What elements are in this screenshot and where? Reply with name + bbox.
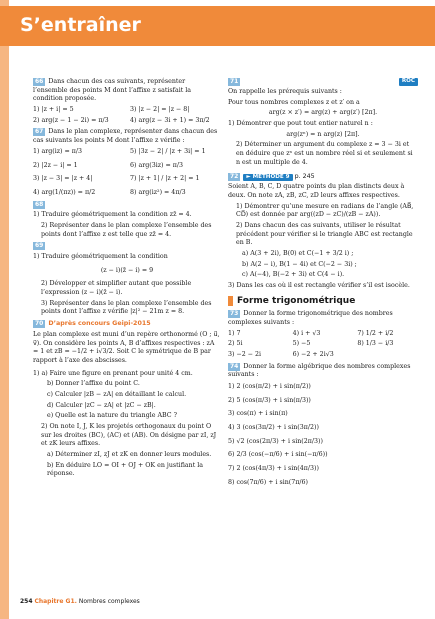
question: e) Quelle est la nature du triangle ABC ? [47, 412, 177, 420]
list-item: 2) arg(z − 1 − 2i) = π/3 [33, 116, 109, 124]
question: 2) On note I, J, K les projetés orthogonaux du point O sur les droites (BC), (AC) et (AB). On désigne par zI, zJ et zK leurs affixes. [41, 423, 217, 448]
exercise-67 [33, 128, 221, 145]
exercise-number: 74 [230, 362, 239, 370]
page-number: 254 [20, 598, 33, 605]
equation: (z − i)(z̄ − i) = 9 [100, 266, 154, 274]
exercise-number: 67 [35, 128, 44, 136]
exercise-intro: Donner la forme algébrique des nombres complexes suivants : [228, 362, 411, 379]
question: 2) Dans chacun des cas suivants, utiliser le résultat précédent pour vérifier si le triangle ABC est rectangle en B. [236, 221, 413, 247]
question: 1) a) Faire une figure en prenant pour unité 4 cm. [33, 369, 193, 377]
method-badge: ► MÉTHODE 9 [243, 174, 292, 182]
exercise-70 [33, 320, 221, 329]
question: 1) Traduire géométriquement la condition [33, 253, 168, 260]
exercise-number: 68 [35, 200, 44, 208]
equation: arg(z × z′) = arg(z) + arg(z′) [2π]. [268, 109, 378, 117]
exercise-73 [228, 310, 418, 327]
question: 1) Démontrer qu’une mesure en radians de l’angle (AB⃗, CD⃗) est donnée par arg((zD − zC)/(zB − zA)). [236, 202, 414, 219]
list-item: 8) 1/3 − i/3 [357, 340, 394, 348]
exercise-68 [33, 201, 221, 210]
list-item: 3) |z − 3| = |z + 4| [33, 175, 93, 183]
banner-title: S’entraîner [20, 14, 141, 36]
left-column [33, 78, 221, 481]
exercise-number: 70 [35, 320, 44, 328]
question: 2) Déterminer un argument du complexe z = 3 − 3i et en déduire que zⁿ est un nombre réel si et seulement si n est un multiple de 4. [236, 141, 413, 166]
exercise-intro: Le plan complexe est muni d’un repère orthonormé (O ; u⃗, v⃗). On considère les points A, B d’affixes respectives : zA = 1 et zB = −1/2 + i√3/2. Soit C le symétrique de B par rapport à l’axe des abscisses. [33, 330, 220, 364]
exercise-title: D’après concours Geipi-2015 [48, 320, 151, 328]
page-footer [20, 598, 140, 606]
exercise-intro: Dans chacun des cas suivants, représenter l’ensemble des points M dont l’affixe z satisfait la condition proposée. [33, 78, 192, 103]
exercise-71 [228, 78, 418, 86]
exercise-intro: Pour tous nombres complexes z et z′ on a [228, 98, 360, 106]
right-column [228, 78, 418, 489]
list-item: 4) 3 (cos(3π/2) + i sin(3π/2)) [228, 424, 319, 432]
list-item: 2) 5 (cos(π/3) + i sin(π/3)) [228, 396, 311, 404]
exercise-67-items [33, 148, 221, 198]
list-item: 3) −2 − 2i [228, 350, 262, 358]
list-item: 4) arg(z − 3i + 1) = 3π/2 [130, 116, 210, 124]
list-item: 1) |z + i| = 5 [33, 106, 74, 114]
exercise-66-items [33, 106, 221, 125]
question: 1) Démontrer que pout tout entier naturel n : [228, 120, 373, 128]
list-item: 3) |z − 2| = |z − 8| [130, 106, 190, 114]
list-item: 2) 5i [228, 340, 243, 348]
question: 2) Développer et simplifier autant que possible l’expression (z − i)(z̄ − i). [41, 280, 192, 297]
question: c) Calculer |zB − zA| en détaillant le calcul. [47, 390, 187, 398]
list-item: 5) −5 [292, 340, 311, 348]
section-banner [0, 6, 435, 46]
list-item: 4) i + √3 [292, 329, 321, 337]
question: 3) Représenter dans le plan complexe l’ensemble des points dont l’affixe z vérifie |z|² − 21m z = 8. [41, 299, 212, 316]
chapter-title: Nombres complexes [78, 598, 140, 605]
page-sidebar [0, 0, 9, 619]
list-item: 6) −2 + 2i√3 [292, 350, 334, 358]
exercise-number: 69 [35, 242, 44, 250]
exercise-number: 72 [230, 172, 239, 180]
question: d) Calculer |zC − zA| et |zC − zB|. [47, 401, 156, 409]
exercise-number: 66 [35, 78, 44, 85]
section-heading [228, 295, 418, 307]
exercise-intro: Soient A, B, C, D quatre points du plan distincts deux à deux. On note zA, zB, zC, zD leurs affixes respectives. [228, 183, 405, 199]
question: a) A(3 + 2i), B(0) et C(−1 + 3/2 i) ; [242, 250, 354, 257]
list-item: 7) 1/2 + i/2 [357, 329, 394, 337]
exercise-74 [228, 363, 418, 380]
list-item: 4) arg(1/(πz)) = π/2 [33, 188, 96, 196]
list-item: 1) arg(iz) = π/3 [33, 147, 83, 155]
question: 3) Dans les cas où il est rectangle vérifier s’il est isocèle. [228, 282, 410, 290]
exercise-73-items [228, 330, 418, 360]
exercise-intro: Donner la forme trigonométrique des nombres complexes suivants : [228, 310, 393, 326]
list-item: 1) 7 [228, 329, 241, 337]
equation: arg(zⁿ) = n arg(z) [2π]. [286, 130, 360, 138]
list-item: 8) arg(iz²) = 4π/3 [130, 188, 186, 196]
exercise-number: 73 [230, 310, 239, 318]
list-item: 5) |3z − 2| / |z + 3i| = 1 [130, 147, 206, 155]
question: 1) Traduire géométriquement la condition zz̄ = 4. [33, 211, 192, 219]
exercise-72 [228, 173, 418, 182]
exercise-intro: On rappelle les prérequis suivants : [228, 88, 342, 95]
exercise-66 [33, 78, 221, 104]
question: 2) Représenter dans le plan complexe l’ensemble des points dont l’affixe z est telle que zz̄ = 4. [41, 221, 212, 238]
list-item: 8) cos(7π/6) + i sin(7π/6) [228, 478, 308, 486]
exercise-number: 71 [230, 78, 239, 85]
question: a) Déterminer zI, zJ et zK en donner leurs modules. [47, 451, 212, 459]
question: b) En déduire LO = OI + OJ + OK en justifiant la réponse. [47, 461, 204, 478]
list-item: 3) cos(π) + i sin(π) [228, 410, 288, 418]
list-item: 2) |2z − i| = 1 [33, 161, 78, 169]
list-item: 5) √2 (cos(2π/3) + i sin(2π/3)) [228, 437, 323, 445]
chapter-label: Chapitre G1. [34, 598, 77, 605]
question: b) Donner l’affixe du point C. [47, 380, 140, 388]
page-reference: p. 245 [294, 172, 315, 180]
question: c) A(−4), B(−2 + 3i) et C(4 − i). [242, 271, 345, 279]
list-item: 6) arg(3iz) = π/3 [130, 161, 184, 169]
question: b) A(2 − i), B(1 − 4i) et C(−2 − 3i) ; [242, 260, 357, 268]
section-title: Forme trigonométrique [237, 295, 356, 306]
exercise-69 [33, 242, 221, 251]
list-item: 1) 2 (cos(π/2) + i sin(π/2)) [228, 382, 311, 390]
list-item: 6) 2/3 (cos(−π/6) + i sin(−π/6)) [228, 451, 328, 459]
roc-badge: ROC [399, 78, 418, 86]
list-item: 7) |z + 1| / |z + 2| = 1 [130, 175, 200, 183]
list-item: 7) 2 (cos(4π/3) + i sin(4π/3)) [228, 465, 319, 473]
exercise-intro: Dans le plan complexe, représenter dans chacun des cas suivants les points M dont l’affixe z vérifie : [33, 128, 218, 145]
